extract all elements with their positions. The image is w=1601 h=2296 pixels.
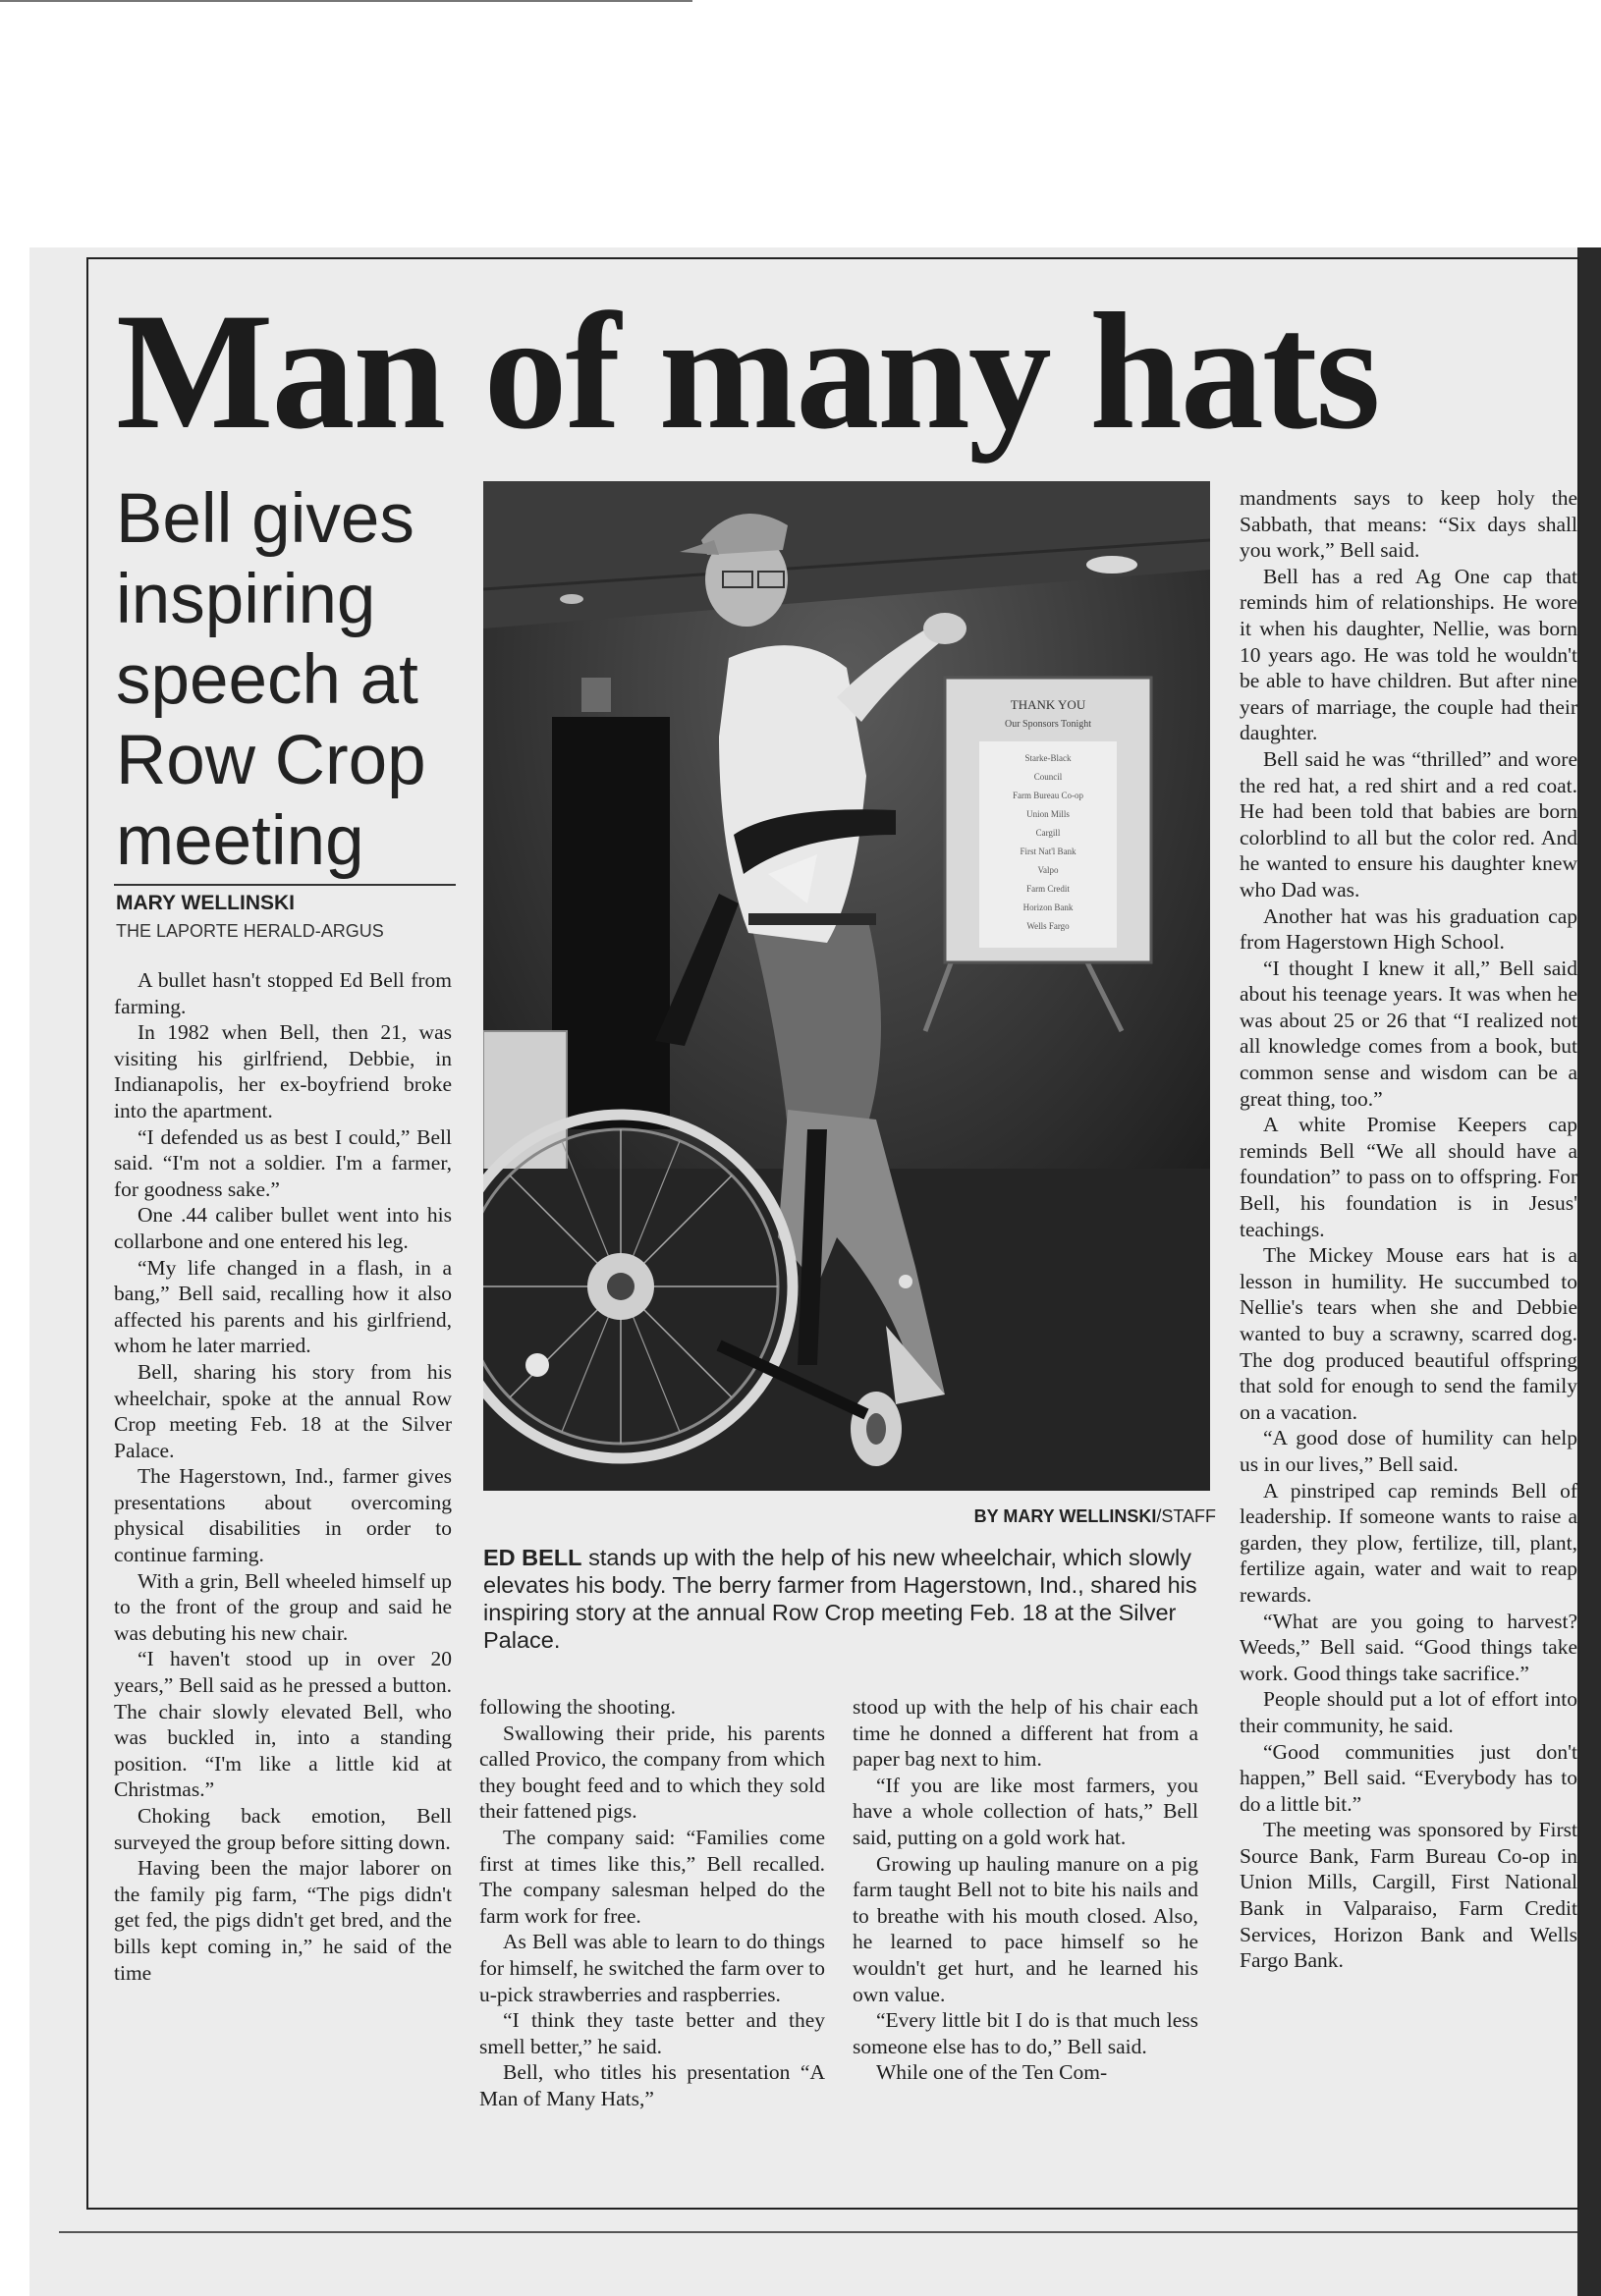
news-photo xyxy=(483,481,1210,1491)
caption-text: stands up with the help of his new wheelchair, which slowly elevates his body. The berry farmer from Hagerstown, Ind., shared his inspiring story at the annual Row Crop meeting Feb. 18 at the Silver Palace. xyxy=(483,1545,1197,1653)
paragraph: A pinstriped cap reminds Bell of leadership. If someone wants to raise a garden, they plow, fertilize, till, plant, fertilize again, water and wait to reap rewards. xyxy=(1240,1478,1577,1607)
scan-top-rule xyxy=(0,0,692,2)
paragraph: Another hat was his graduation cap from Hagerstown High School. xyxy=(1240,903,1577,955)
photo-caption xyxy=(483,1544,1210,1654)
photo-credit xyxy=(913,1506,1216,1527)
sign-heading: THANK YOU xyxy=(1010,697,1086,712)
paragraph: mandments says to keep holy the Sabbath, that means: “Six days shall you work,” Bell said. xyxy=(1240,486,1577,563)
sign-line: Wells Fargo xyxy=(1026,921,1070,931)
paragraph: A white Promise Keepers cap reminds Bell “We all should have a foundation” to pass on to offspring. For Bell, his foundation is in Jesus' teachings. xyxy=(1240,1113,1577,1241)
paragraph: While one of the Ten Com- xyxy=(876,2060,1108,2085)
caption-lead: ED BELL xyxy=(483,1545,582,1570)
article-column-3 xyxy=(853,1694,1198,2205)
sign-line: Starke-Black xyxy=(1024,753,1072,763)
paragraph: The meeting was sponsored by First Source Bank, Farm Bureau Co-op in Union Mills, Cargill, First National Bank in Valparaiso, Farm Credit Services, Horizon Bank and Wells Fargo Bank. xyxy=(1240,1818,1577,1973)
paragraph: “I think they taste better and they smell better,” he said. xyxy=(479,2008,825,2058)
sign-line: Valpo xyxy=(1037,865,1059,875)
photo-credit-name: BY MARY WELLINSKI xyxy=(973,1506,1157,1526)
sign-line: Council xyxy=(1033,772,1063,782)
paragraph: Swallowing their pride, his parents called Provico, the company from which they bought feed and to which they sold their fattened pigs. xyxy=(479,1721,825,1824)
sign-line: Union Mills xyxy=(1026,809,1070,819)
paragraph: Bell said he was “thrilled” and wore the red hat, a red shirt and a red coat. He had been told that babies are born colorblind to all but the color red. And he wanted to ensure his daughter knew who Dad was. xyxy=(1240,746,1577,902)
sign-line: First Nat'l Bank xyxy=(1020,847,1077,856)
paragraph: Bell has a red Ag One cap that reminds him of relationships. He wore it when his daughter, Nellie, was born 10 years ago. He was told he wouldn't be able to have children. But after nine years of marriage, the couple had their daughter. xyxy=(1240,564,1577,745)
paragraph: “What are you going to harvest? Weeds,” Bell said. “Good things take work. Good things take sacrifice.” xyxy=(1240,1609,1577,1685)
deck-subheadline: Bell gives inspiring speech at Row Crop meeting xyxy=(116,480,426,880)
paragraph: “I defended us as best I could,” Bell said. “I'm not a soldier. I'm a farmer, for goodness sake.” xyxy=(114,1124,452,1201)
paragraph: “I thought I knew it all,” Bell said about his teenage years. It was when he was about 25 or 26 that “I realized not all knowledge comes from a book, but common sense and wisdom can be a great thing, too.” xyxy=(1240,956,1577,1111)
paragraph: With a grin, Bell wheeled himself up to the front of the group and said he was debuting his new chair. xyxy=(114,1568,452,1645)
paragraph: People should put a lot of effort into their community, he said. xyxy=(1240,1687,1577,1737)
sign-line: Cargill xyxy=(1035,828,1061,838)
paragraph: Having been the major laborer on the family pig farm, “The pigs didn't get fed, the pigs didn't get bred, and the bills kept coming in,” he said of the time xyxy=(114,1856,452,1985)
paragraph: The Mickey Mouse ears hat is a lesson in humility. He succumbed to Nellie's tears when she and Debbie wanted to buy a scrawny, scarred dog. The dog produced beautiful offspring that sold for enough to send the family on a vacation. xyxy=(1240,1243,1577,1424)
paragraph: Growing up hauling manure on a pig farm taught Bell not to bite his nails and to breathe with his mouth closed. Also, he learned to pace himself so he wouldn't get hurt, and he learned his own value. xyxy=(853,1851,1198,2006)
paragraph: following the shooting. xyxy=(479,1695,677,1719)
clipping-bottom-edge xyxy=(59,2231,1577,2233)
paragraph: In 1982 when Bell, then 21, was visiting his girlfriend, Debbie, in Indianapolis, her ex-boyfriend broke into the apartment. xyxy=(114,1020,452,1122)
paragraph: “Every little bit I do is that much less someone else has to do,” Bell said. xyxy=(853,2008,1198,2058)
paragraph: The Hagerstown, Ind., farmer gives presentations about overcoming physical disabilities in order to continue farming. xyxy=(114,1464,452,1567)
paragraph: “Good communities just don't happen,” Bell said. “Everybody has to do a little bit.” xyxy=(1240,1739,1577,1816)
paragraph: “I haven't stood up in over 20 years,” Bell said as he pressed a button. The chair slowly elevated Bell, who was buckled in, into a standing position. “I'm like a little kid at Christmas.” xyxy=(114,1647,452,1802)
byline: MARY WELLINSKI xyxy=(116,892,295,914)
paragraph: One .44 caliber bullet went into his collarbone and one entered his leg. xyxy=(114,1203,452,1253)
sign-line: Farm Credit xyxy=(1026,884,1070,894)
scan-edge-shadow xyxy=(1577,247,1601,2296)
paragraph: The company said: “Families come first at times like this,” Bell recalled. The company salesman helped do the farm work for free. xyxy=(479,1825,825,1928)
paragraph: “A good dose of humility can help us in our lives,” Bell said. xyxy=(1240,1426,1577,1476)
sign-line: Farm Bureau Co-op xyxy=(1013,791,1083,800)
paragraph: Bell, sharing his story from his wheelchair, spoke at the annual Row Crop meeting Feb. 18 at the Silver Palace. xyxy=(114,1359,452,1462)
article-column-1 xyxy=(114,967,452,2205)
byline-affiliation: THE LAPORTE HERALD-ARGUS xyxy=(116,921,384,941)
paragraph: “If you are like most farmers, you have a whole collection of hats,” Bell said, putting on a gold work hat. xyxy=(853,1773,1198,1849)
paragraph: A bullet hasn't stopped Ed Bell from farming. xyxy=(114,968,452,1018)
photo-illustration xyxy=(483,481,1210,1491)
sign-line: Horizon Bank xyxy=(1022,902,1074,912)
headline: Man of many hats xyxy=(116,279,1379,464)
paragraph: Choking back emotion, Bell surveyed the group before sitting down. xyxy=(114,1804,452,1854)
photo-credit-suffix: /STAFF xyxy=(1156,1506,1216,1526)
article-column-2 xyxy=(479,1694,825,2205)
paragraph: stood up with the help of his chair each time he donned a different hat from a paper bag next to him. xyxy=(853,1695,1198,1772)
article-column-4 xyxy=(1240,485,1577,2204)
paragraph: As Bell was able to learn to do things for himself, he switched the farm over to u-pick strawberries and raspberries. xyxy=(479,1930,825,2006)
paragraph: “My life changed in a flash, in a bang,” Bell said, recalling how it also affected his parents and his girlfriend, whom he later married. xyxy=(114,1255,452,1358)
byline-rule xyxy=(114,884,456,886)
sign-subheading: Our Sponsors Tonight xyxy=(1004,719,1092,730)
paragraph: Bell, who titles his presentation “A Man of Many Hats,” xyxy=(479,2060,825,2110)
